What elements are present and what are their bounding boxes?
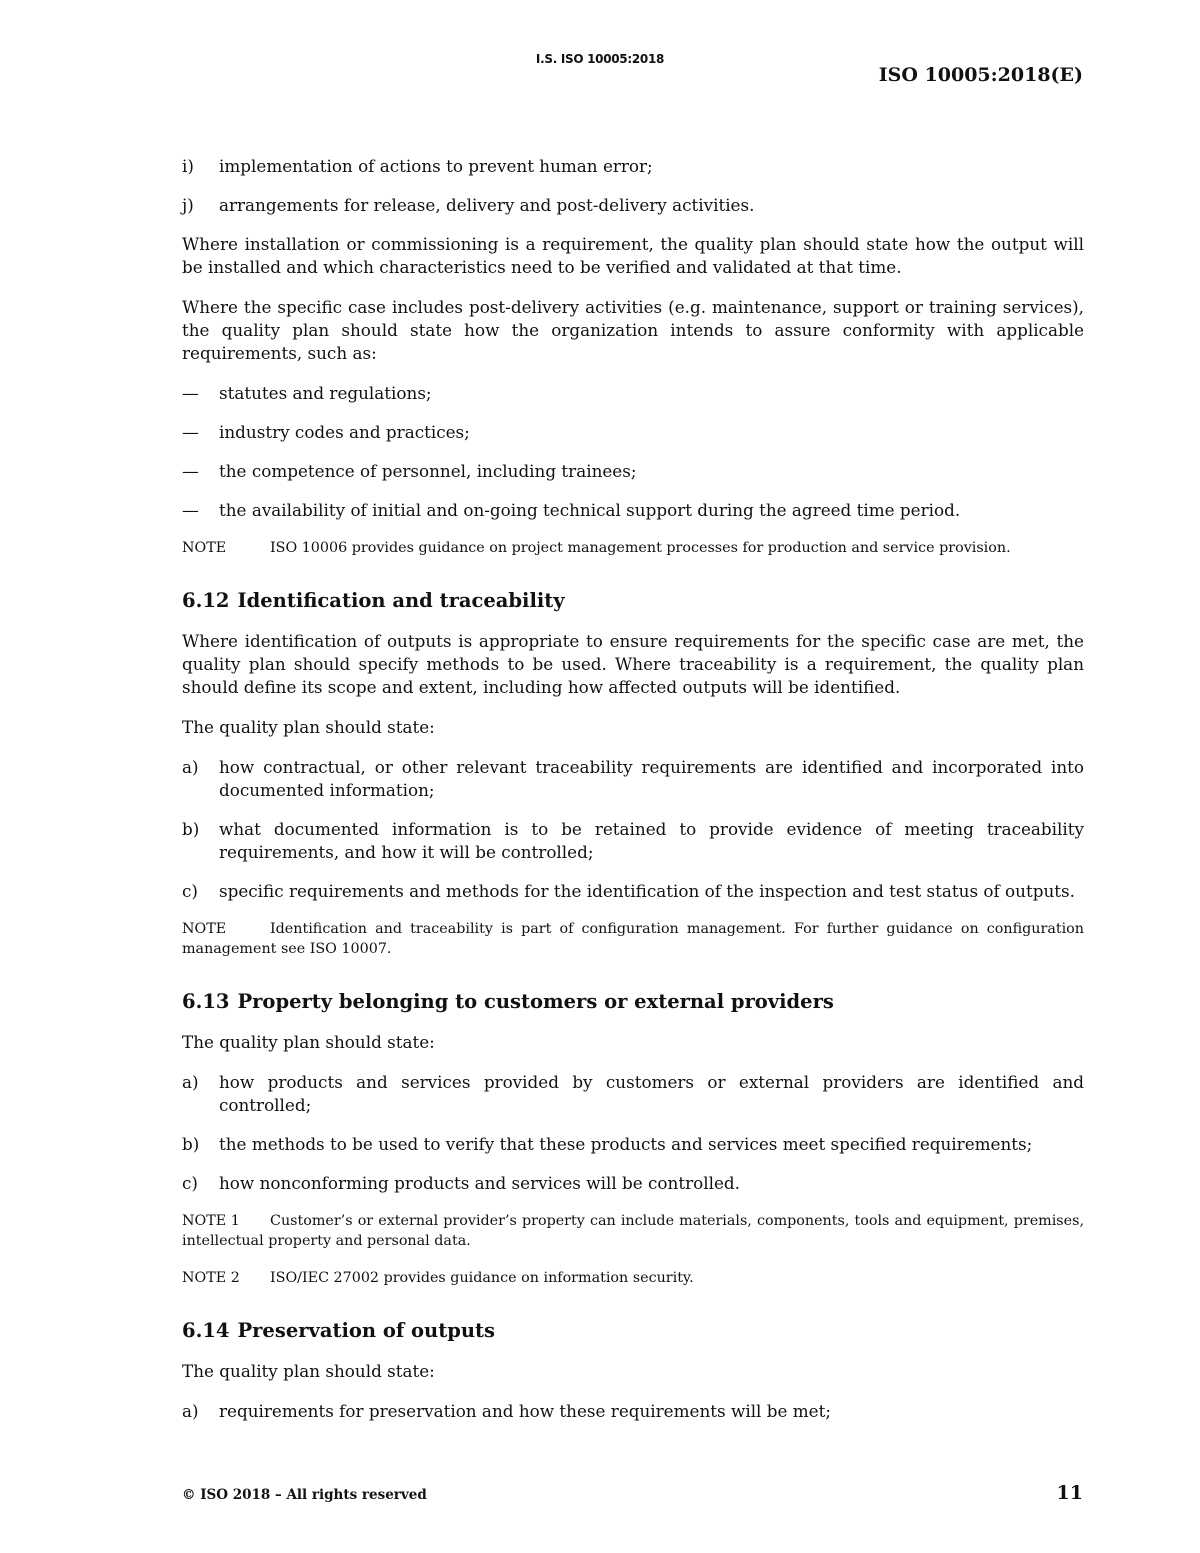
dash-marker: — — [182, 500, 199, 520]
list-text: how contractual, or other relevant traceability requirements are identified and incorporated into documented information; — [219, 757, 1084, 800]
note-2-security — [182, 1268, 1084, 1288]
dash-list-item — [182, 460, 1084, 483]
note-label: NOTE 2 — [182, 1270, 240, 1286]
note-label: NOTE 1 — [182, 1213, 240, 1229]
list-marker: b) — [182, 1134, 200, 1154]
list-text: arrangements for release, delivery and post-delivery activities. — [219, 195, 755, 215]
section-number: 6.14 — [182, 1319, 230, 1342]
note-label: NOTE — [182, 921, 227, 937]
note-text: Identification and traceability is part of configuration management. For further guidance on configuration management see ISO 10007. — [182, 921, 1084, 957]
list-text: specific requirements and methods for the identification of the inspection and test status of outputs. — [219, 881, 1075, 901]
list-item — [182, 155, 1084, 178]
list-text: how nonconforming products and services will be controlled. — [219, 1173, 740, 1193]
list-text: the availability of initial and on-going technical support during the agreed time period. — [219, 500, 961, 520]
note-label: NOTE — [182, 540, 227, 556]
dash-marker: — — [182, 383, 199, 403]
list-text: how products and services provided by customers or external providers are identified and controlled; — [219, 1072, 1084, 1115]
section-number: 6.13 — [182, 990, 230, 1013]
dash-list-item — [182, 382, 1084, 405]
list-item — [182, 880, 1084, 903]
list-text: statutes and regulations; — [219, 383, 432, 403]
list-item — [182, 1071, 1084, 1117]
list-item — [182, 756, 1084, 802]
section-number: 6.12 — [182, 589, 230, 612]
paragraph-intro: The quality plan should state: — [182, 1032, 435, 1052]
paragraph-post-delivery: Where the specific case includes post-delivery activities (e.g. maintenance, support or training services), the quality plan should state how the organization intends to assure conformity with applicable requirements, such as: — [182, 297, 1084, 363]
footer-page-number: 11 — [1056, 1482, 1083, 1504]
header-standard-id: I.S. ISO 10005:2018 — [535, 52, 665, 66]
list-marker: c) — [182, 1173, 198, 1193]
list-marker: c) — [182, 881, 198, 901]
list-marker: i) — [182, 156, 194, 176]
header-document-code: ISO 10005:2018(E) — [878, 64, 1083, 86]
page-content — [182, 155, 1084, 1439]
dash-list-item — [182, 421, 1084, 444]
list-marker: a) — [182, 1072, 199, 1092]
paragraph-identification: Where identification of outputs is appropriate to ensure requirements for the specific case are met, the quality plan should specify methods to be used. Where traceability is a requirement, the quality plan should define its scope and extent, including how affected outputs will be identified. — [182, 631, 1084, 697]
section-heading-6-12 — [182, 588, 1084, 614]
paragraph-installation: Where installation or commissioning is a requirement, the quality plan should state how the output will be installed and which characteristics need to be verified and validated at that time. — [182, 234, 1084, 277]
section-heading-6-13 — [182, 989, 1084, 1015]
list-marker: j) — [182, 195, 194, 215]
dash-marker: — — [182, 422, 199, 442]
section-title: Identification and traceability — [237, 589, 565, 612]
note-1-property — [182, 1211, 1084, 1251]
list-text: industry codes and practices; — [219, 422, 470, 442]
section-title: Preservation of outputs — [237, 1319, 496, 1342]
list-item — [182, 1133, 1084, 1156]
list-item — [182, 1172, 1084, 1195]
dash-marker: — — [182, 461, 199, 481]
footer-copyright: © ISO 2018 – All rights reserved — [182, 1487, 427, 1503]
list-item — [182, 818, 1084, 864]
list-marker: b) — [182, 819, 200, 839]
list-text: the methods to be used to verify that these products and services meet specified requirements; — [219, 1134, 1033, 1154]
note-iso-10006 — [182, 538, 1084, 558]
list-item — [182, 194, 1084, 217]
list-text: what documented information is to be retained to provide evidence of meeting traceability requirements, and how it will be controlled; — [219, 819, 1084, 862]
paragraph-intro: The quality plan should state: — [182, 717, 435, 737]
list-text: implementation of actions to prevent human error; — [219, 156, 653, 176]
list-text: the competence of personnel, including trainees; — [219, 461, 637, 481]
note-text: Customer’s or external provider’s property can include materials, components, tools and equipment, premises, intellectual property and personal data. — [182, 1213, 1084, 1249]
section-title: Property belonging to customers or external providers — [237, 990, 834, 1013]
list-text: requirements for preservation and how these requirements will be met; — [219, 1401, 832, 1421]
note-configuration — [182, 919, 1084, 959]
list-marker: a) — [182, 1401, 199, 1421]
note-text: ISO/IEC 27002 provides guidance on information security. — [270, 1270, 694, 1286]
section-heading-6-14 — [182, 1318, 1084, 1344]
list-item — [182, 1400, 1084, 1423]
note-text: ISO 10006 provides guidance on project management processes for production and service provision. — [270, 540, 1011, 556]
dash-list-item — [182, 499, 1084, 522]
list-marker: a) — [182, 757, 199, 777]
paragraph-intro: The quality plan should state: — [182, 1361, 435, 1381]
